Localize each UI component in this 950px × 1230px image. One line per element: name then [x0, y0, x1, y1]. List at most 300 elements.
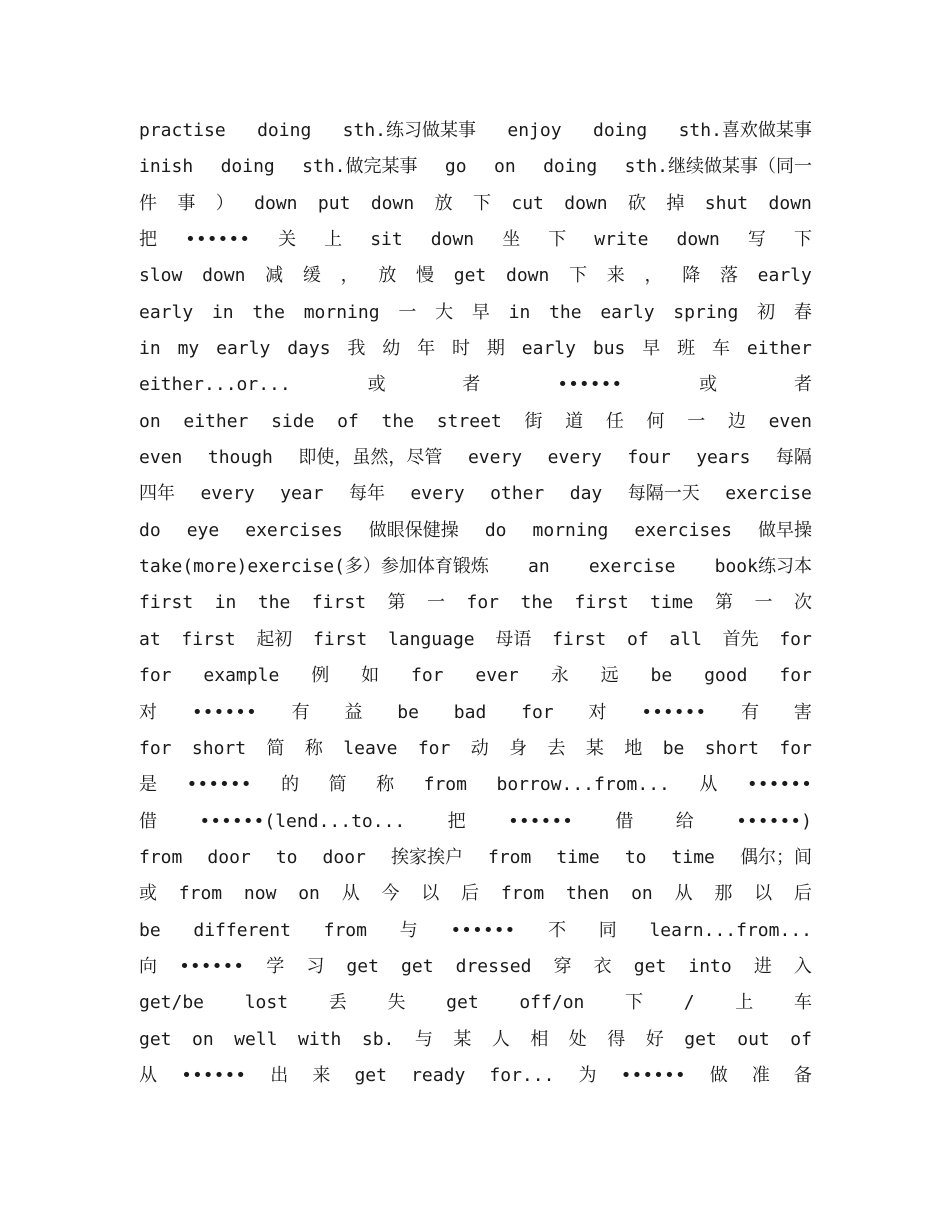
text-token: 一 [754, 592, 773, 614]
text-token: ， [340, 265, 359, 287]
text-token: 称 [376, 774, 395, 796]
text-token: early [757, 265, 812, 287]
text-token: 永 [550, 665, 569, 687]
text-token: 备 [794, 1064, 812, 1086]
text-token: 街 [524, 410, 543, 432]
text-token: 益 [344, 701, 363, 723]
text-token: well [234, 1028, 278, 1050]
text-token: sth.练习做某事 [342, 120, 477, 141]
text-token: 任 [605, 410, 624, 432]
text-token: for [779, 665, 812, 687]
text-token: be [650, 665, 673, 687]
text-token: put [317, 192, 351, 214]
text-token: 简 [266, 737, 285, 759]
text-token: ever [475, 665, 519, 687]
text-token: an [528, 556, 550, 578]
text-token: be [662, 737, 685, 759]
text-token: other [490, 483, 545, 505]
text-token: 每隔 [775, 447, 812, 469]
text-token: 做眼保健操 [368, 519, 459, 541]
text-token: 得 [607, 1028, 626, 1050]
text-token: down [676, 229, 720, 251]
text-token: 或 [367, 374, 386, 396]
text-token: practise [139, 120, 226, 141]
text-token: down [505, 265, 550, 287]
text-token: 下 [548, 229, 567, 251]
text-token: 或 [699, 374, 718, 396]
text-line [139, 367, 812, 403]
text-token: be [139, 919, 161, 941]
text-token: cut [511, 192, 544, 214]
text-token: door [207, 846, 251, 868]
text-token: 早 [642, 338, 661, 360]
text-line [139, 440, 812, 476]
text-token: 害 [793, 701, 812, 723]
text-token: 某 [453, 1028, 472, 1050]
text-token: time [671, 846, 715, 868]
text-token: 习 [306, 955, 325, 977]
text-token: four [627, 447, 671, 469]
text-token: then [565, 883, 610, 905]
text-token: first [313, 628, 368, 650]
text-token: exercise [588, 556, 676, 578]
text-token: time [650, 592, 694, 614]
text-line [139, 404, 812, 440]
text-line [139, 513, 812, 549]
text-token: 入 [793, 955, 812, 977]
text-line [139, 695, 812, 731]
text-token: on [631, 883, 653, 905]
text-token: 相 [530, 1028, 549, 1050]
text-token: 件 [139, 192, 157, 214]
text-token: morning [303, 301, 380, 323]
text-token: on [493, 156, 516, 178]
text-token: even [139, 447, 183, 469]
text-token: language [387, 628, 475, 650]
text-token: for [139, 737, 172, 759]
text-token: 初 [757, 301, 776, 323]
text-token: eye [186, 519, 220, 541]
text-token: 即使，虽然，尽管 [298, 447, 443, 469]
text-token: example [203, 665, 280, 687]
text-token: •••••• [620, 1064, 686, 1086]
text-token: doing [220, 156, 275, 178]
text-token: / [683, 992, 695, 1014]
text-token: day [569, 483, 603, 505]
text-token: bus [592, 338, 626, 360]
text-token: get [401, 955, 434, 977]
text-token: first [311, 592, 367, 614]
text-line [139, 913, 812, 949]
text-line [139, 331, 812, 367]
text-token: 借 [615, 810, 634, 832]
text-token: sb. [361, 1028, 395, 1050]
text-token: 我 [347, 338, 366, 360]
text-token: first [181, 628, 236, 650]
text-token: 减 [265, 265, 284, 287]
text-token: sit [370, 229, 403, 251]
text-token: get [354, 1064, 387, 1086]
text-token: 母语 [495, 628, 532, 650]
text-token: good [704, 665, 748, 687]
text-line [139, 949, 812, 985]
text-token: •••••• [179, 955, 245, 977]
text-token: 称 [304, 737, 323, 759]
text-token: •••••• [641, 701, 707, 723]
text-token: doing [543, 156, 598, 178]
text-token: for [521, 701, 554, 723]
text-token: ••••••) [736, 810, 812, 832]
text-token: 下 [625, 992, 644, 1014]
text-token: 放 [434, 192, 453, 214]
text-token: for [466, 592, 499, 614]
text-token: 第 [715, 592, 733, 614]
text-line [139, 476, 812, 512]
text-token: 向 [139, 955, 157, 977]
text-token: dressed [455, 955, 532, 977]
text-token: 动 [470, 737, 489, 759]
text-token: 与 [414, 1028, 433, 1050]
text-token: down [564, 192, 608, 214]
text-token: into [688, 955, 732, 977]
text-token: 有 [741, 701, 760, 723]
text-token: 简 [328, 774, 347, 796]
text-token: 边 [727, 410, 746, 432]
text-token: 者 [793, 374, 812, 396]
text-line [139, 113, 812, 149]
text-token: sth.做完某事 [302, 156, 418, 178]
text-token: 做 [709, 1064, 728, 1086]
text-token: for [417, 737, 451, 759]
text-token: •••••• [557, 374, 623, 396]
text-token: sth.继续做某事（同一 [624, 156, 812, 178]
text-token: of [626, 628, 649, 650]
text-token: 车 [793, 992, 812, 1014]
text-token: 或 [139, 883, 157, 905]
text-token: for [411, 665, 444, 687]
text-token: 例 [311, 665, 330, 687]
text-token: get/be [139, 992, 205, 1014]
text-token: first [574, 592, 629, 614]
text-line [139, 767, 812, 803]
text-token: book练习本 [714, 556, 812, 578]
text-token: 做早操 [757, 519, 812, 541]
text-token: the [257, 592, 291, 614]
text-token: short [191, 737, 247, 759]
text-token: 给 [675, 810, 694, 832]
text-token: 下 [793, 229, 812, 251]
text-token: get [633, 955, 667, 977]
text-token: either...or... [139, 374, 291, 396]
text-token: 去 [547, 737, 566, 759]
text-token: 每年 [348, 483, 385, 505]
text-token: 身 [509, 737, 528, 759]
text-token: 借 [139, 810, 157, 832]
text-token: enjoy [507, 120, 562, 141]
text-token: every [410, 483, 465, 505]
text-token: 事 [177, 192, 196, 214]
text-token: 上 [324, 229, 343, 251]
text-token: 某 [585, 737, 604, 759]
text-token: slow [139, 265, 183, 287]
text-token: down [254, 192, 298, 214]
text-token: •••••• [746, 774, 812, 796]
text-token: 那 [714, 883, 733, 905]
text-token: do [484, 519, 507, 541]
text-token: 从 [139, 1064, 157, 1086]
text-token: 下 [569, 265, 588, 287]
text-token: exercises [245, 519, 343, 541]
text-token: different [193, 919, 291, 941]
text-token: every [547, 447, 602, 469]
text-token: 偶尔；间 [739, 846, 812, 868]
text-token: 来 [312, 1064, 331, 1086]
text-line [139, 186, 812, 222]
text-token: ready [411, 1064, 466, 1086]
text-token: 好 [645, 1028, 664, 1050]
text-token: on [192, 1028, 214, 1050]
text-token: 时 [452, 338, 471, 360]
text-token: at [139, 628, 161, 650]
text-token: from [178, 883, 223, 905]
text-token: with [298, 1028, 342, 1050]
text-token: side [271, 410, 315, 432]
text-token: though [207, 447, 273, 469]
text-token: 来 [606, 265, 625, 287]
text-token: on [139, 410, 161, 432]
text-token: for [779, 737, 812, 759]
text-token: take(more)exercise(多）参加体育锻炼 [139, 556, 489, 578]
text-token: 从 [674, 883, 693, 905]
text-token: even [768, 410, 812, 432]
text-token: 一 [398, 301, 417, 323]
text-token: first [552, 628, 607, 650]
text-line [139, 1058, 812, 1094]
text-line [139, 731, 812, 767]
text-token: either [183, 410, 249, 432]
text-token: 不 [548, 919, 567, 941]
text-token: the [381, 410, 415, 432]
text-token: 掉 [666, 192, 685, 214]
text-token: to [275, 846, 298, 868]
text-line [139, 585, 812, 621]
text-token: 进 [753, 955, 772, 977]
text-token: get [346, 955, 379, 977]
text-line [139, 876, 812, 912]
text-token: all [669, 628, 702, 650]
text-token: down [430, 229, 475, 251]
text-token: shut [704, 192, 749, 214]
text-token: ••••••(lend...to... [199, 810, 406, 832]
text-token: •••••• [186, 774, 252, 796]
text-token: from [423, 774, 467, 796]
text-token: spring [673, 301, 739, 323]
text-token: 把 [447, 810, 466, 832]
text-token: for [139, 665, 172, 687]
text-token: 地 [624, 737, 643, 759]
text-token: 起初 [256, 628, 293, 650]
text-token: get [446, 992, 479, 1014]
text-token: 以 [421, 883, 440, 905]
text-token: street [436, 410, 502, 432]
text-token: do [139, 519, 161, 541]
text-token: 把 [139, 229, 157, 251]
text-token: 四年 [139, 483, 175, 505]
text-token: early [600, 301, 655, 323]
text-token: 坐 [502, 229, 521, 251]
text-token: doing [257, 120, 312, 141]
text-token: lost [244, 992, 289, 1014]
text-line [139, 549, 812, 585]
text-token: for [779, 628, 812, 650]
text-token: borrow...from... [496, 774, 670, 796]
text-token: 落 [719, 265, 738, 287]
text-line [139, 622, 812, 658]
text-token: get [453, 265, 487, 287]
text-token: 春 [793, 301, 812, 323]
text-token: 班 [677, 338, 696, 360]
text-token: 对 [139, 701, 157, 723]
text-token: 的 [281, 774, 300, 796]
text-token: 降 [682, 265, 701, 287]
text-token: exercise [725, 483, 812, 505]
text-token: years [696, 447, 751, 469]
text-token: 同 [598, 919, 617, 941]
text-token: 与 [399, 919, 418, 941]
text-token: 每隔一天 [627, 483, 700, 505]
text-token: learn...from... [649, 919, 812, 941]
text-token: morning [532, 519, 609, 541]
text-token: down [202, 265, 246, 287]
text-token: 人 [491, 1028, 510, 1050]
text-line [139, 658, 812, 694]
text-token: get [139, 1028, 172, 1050]
text-token: the [549, 301, 582, 323]
text-token: 慢 [416, 265, 435, 287]
text-token: go [444, 156, 467, 178]
text-token: 准 [751, 1064, 770, 1086]
text-token: of [790, 1028, 812, 1050]
text-token: 早 [471, 301, 490, 323]
text-token: 道 [565, 410, 584, 432]
text-token: 从 [699, 774, 718, 796]
text-token: in [139, 338, 161, 360]
text-token: on [298, 883, 320, 905]
text-line [139, 149, 812, 185]
text-token: 车 [712, 338, 730, 360]
text-line [139, 295, 812, 331]
text-token: 后 [461, 883, 480, 905]
text-token: 一 [427, 592, 445, 614]
text-token: now [243, 883, 277, 905]
text-token: 放 [378, 265, 397, 287]
text-token: every [467, 447, 523, 469]
text-line [139, 258, 812, 294]
text-token: 穿 [553, 955, 572, 977]
text-token: get [684, 1028, 717, 1050]
text-token: •••••• [185, 229, 251, 251]
text-token: in [214, 592, 237, 614]
text-token: 者 [462, 374, 481, 396]
text-token: my [177, 338, 200, 360]
text-line [139, 1022, 812, 1058]
text-token: be [397, 701, 419, 723]
text-token: 远 [600, 665, 619, 687]
text-token: 一 [687, 410, 706, 432]
text-token: 关 [278, 229, 297, 251]
text-token: 为 [578, 1064, 597, 1086]
text-line [139, 222, 812, 258]
text-token: in [211, 301, 234, 323]
text-token: leave [343, 737, 398, 759]
text-token: time [556, 846, 600, 868]
text-token: •••••• [181, 1064, 247, 1086]
text-token: down [768, 192, 812, 214]
text-token: 如 [361, 665, 380, 687]
text-token: •••••• [507, 810, 574, 832]
text-token: 砍 [628, 192, 647, 214]
text-token: from [488, 846, 532, 868]
text-token: 后 [793, 883, 812, 905]
text-token: 对 [588, 701, 607, 723]
text-token: short [704, 737, 759, 759]
text-token: •••••• [450, 919, 516, 941]
vocabulary-text-block [139, 113, 812, 1094]
text-token: 写 [747, 229, 766, 251]
text-token: 缓 [302, 265, 321, 287]
text-token: in [508, 301, 531, 323]
text-token: 今 [381, 883, 400, 905]
text-token: 何 [646, 410, 665, 432]
text-token: 出 [270, 1064, 289, 1086]
text-line [139, 804, 812, 840]
text-token: 衣 [593, 955, 612, 977]
text-token: 丢 [328, 992, 347, 1014]
text-token: 以 [754, 883, 773, 905]
text-token: year [280, 483, 324, 505]
text-token: 失 [387, 992, 406, 1014]
text-token: 有 [291, 701, 310, 723]
text-token: 次 [793, 592, 812, 614]
text-token: every [200, 483, 255, 505]
text-token: 上 [735, 992, 754, 1014]
text-token: 处 [568, 1028, 587, 1050]
text-token: 期 [486, 338, 505, 360]
text-token: 大 [435, 301, 454, 323]
text-token: 首先 [722, 628, 759, 650]
text-token: for... [489, 1064, 555, 1086]
text-token: 年 [417, 338, 436, 360]
text-token: from [139, 846, 183, 868]
text-token: sth.喜欢做某事 [678, 120, 812, 141]
text-token: inish [139, 156, 194, 178]
text-token: first [139, 592, 194, 614]
text-token: door [322, 846, 366, 868]
text-token: from [500, 883, 545, 905]
text-token: write [594, 229, 649, 251]
text-token: doing [593, 120, 648, 141]
text-token: early [521, 338, 576, 360]
text-token: ） [215, 192, 234, 214]
text-token: either [746, 338, 812, 360]
text-token: 学 [266, 955, 285, 977]
text-token: 从 [341, 883, 360, 905]
text-token: exercises [634, 519, 732, 541]
text-token: the [252, 301, 285, 323]
text-token: to [624, 846, 647, 868]
text-token: 第 [387, 592, 406, 614]
text-token: from [323, 919, 367, 941]
